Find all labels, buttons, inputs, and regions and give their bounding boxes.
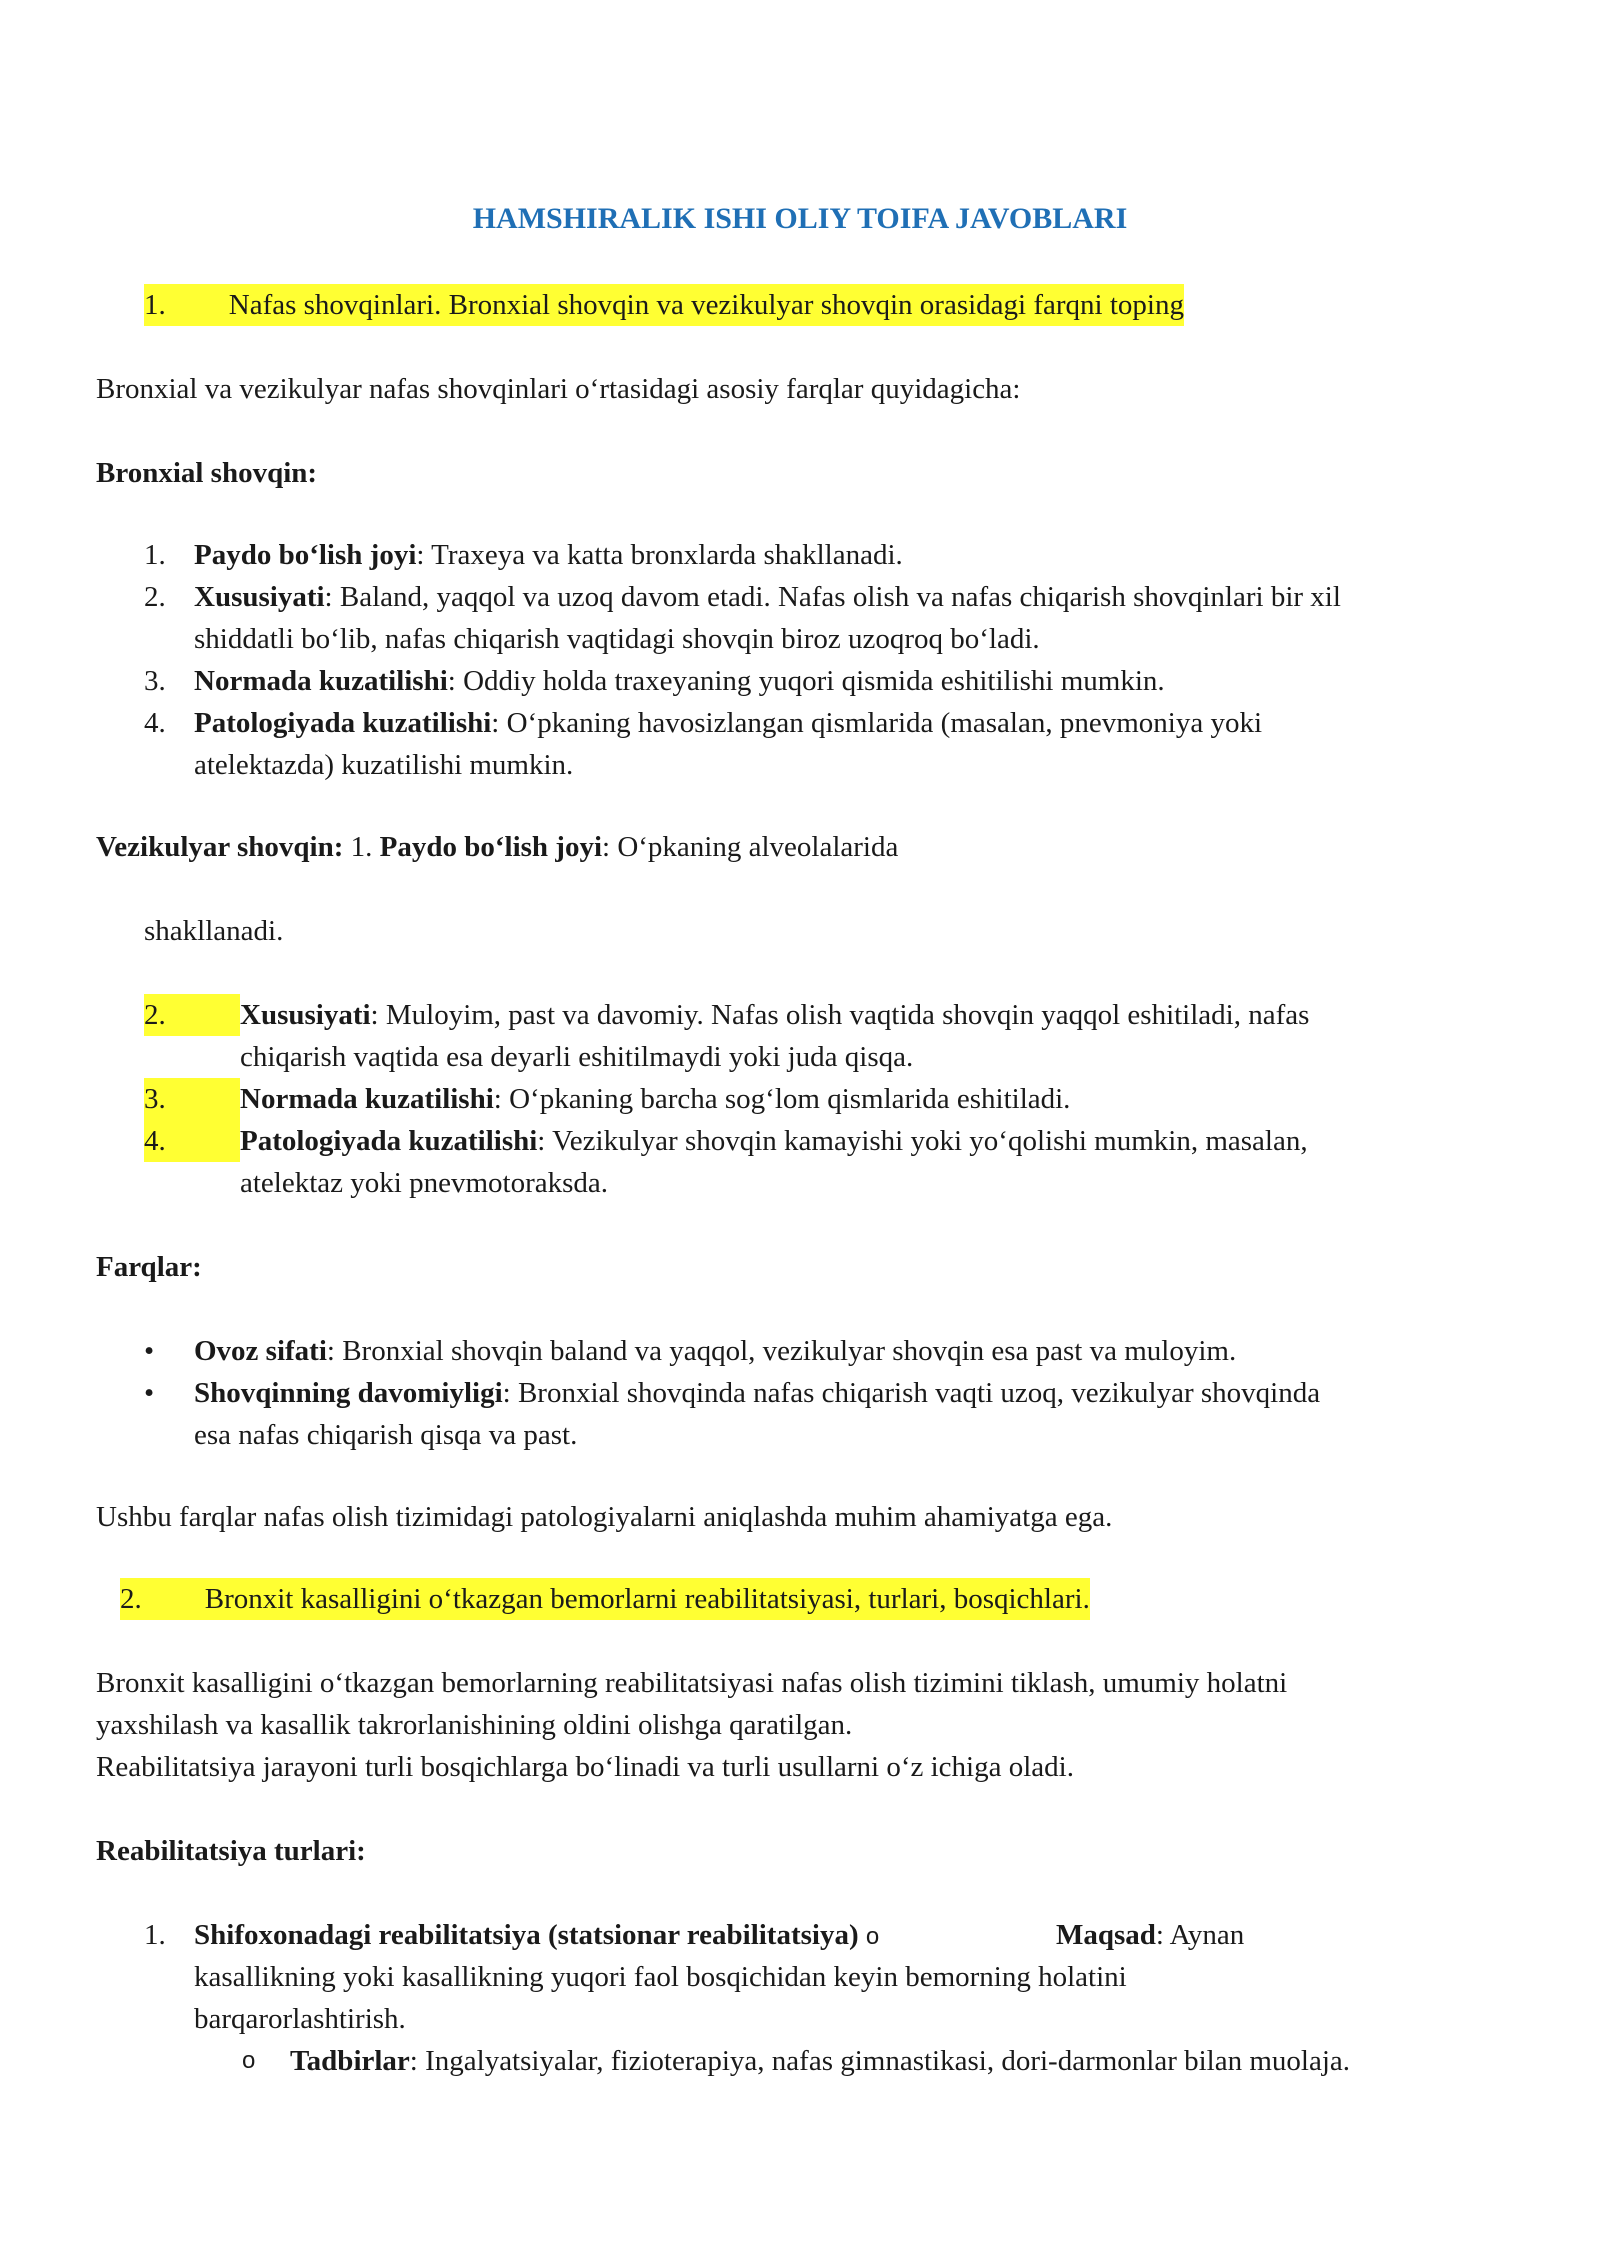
list-item-text: Xususiyati: Muloyim, past va davomiy. Nafas olish vaqtida shovqin yaqqol eshitiladi, nafas <box>240 999 1310 1031</box>
bullet-icon: • <box>144 1335 155 1367</box>
list-item-text: Patologiyada kuzatilishi: O‘pkaning havosizlangan qismlarida (masalan, pnevmoniya yoki <box>194 707 1263 739</box>
intro-paragraph-2-line: Bronxit kasalligini o‘tkazgan bemorlarning reabilitatsiyasi nafas olish tizimini tiklash, umumiy holatni <box>96 1667 1288 1699</box>
bullet-item-continuation: esa nafas chiqarish qisqa va past. <box>194 1419 578 1451</box>
intro-paragraph-2-line: Reabilitatsiya jarayoni turli bosqichlarga bo‘linadi va turli usullarni o‘z ichiga oladi. <box>96 1751 1074 1783</box>
list-item-continuation: chiqarish vaqtida esa deyarli eshitilmaydi yoki juda qisqa. <box>240 1041 914 1073</box>
question-1-number: 1. <box>144 289 166 321</box>
intro-paragraph-2-line: yaxshilash va kasallik takrorlanishining oldini olishga qaratilgan. <box>96 1709 853 1741</box>
list-item-text: Patologiyada kuzatilishi: Vezikulyar shovqin kamayishi yoki yo‘qolishi mumkin, masalan, <box>240 1125 1308 1157</box>
list-item-goal: Maqsad: Aynan <box>1056 1919 1245 1951</box>
section-heading-vezikulyar: Vezikulyar shovqin: 1. Paydo bo‘lish joyi: O‘pkaning alveolalarida <box>96 831 899 863</box>
list-item-number-highlight: 4. <box>144 1120 240 1162</box>
list-item-text: Xususiyati: Baland, yaqqol va uzoq davom etadi. Nafas olish va nafas chiqarish shovqinlari bir xil <box>194 581 1341 613</box>
list-item-continuation: shakllanadi. <box>144 915 284 947</box>
sub-bullet-icon: o <box>242 2047 256 2074</box>
list-item: 2. <box>144 581 166 613</box>
list-item-continuation: shiddatli bo‘lib, nafas chiqarish vaqtidagi shovqin biroz uzoqroq bo‘ladi. <box>194 623 1040 655</box>
list-item: 1. <box>144 1919 166 1951</box>
list-item-continuation: atelektaz yoki pnevmotoraksda. <box>240 1167 609 1199</box>
list-item-text: Normada kuzatilishi: O‘pkaning barcha sog‘lom qismlarida eshitiladi. <box>240 1083 1071 1115</box>
section-heading-reabilitatsiya: Reabilitatsiya turlari: <box>96 1835 366 1867</box>
question-2-number: 2. <box>120 1583 142 1615</box>
list-item-continuation: barqarorlashtirish. <box>194 2003 406 2035</box>
question-1-text: Nafas shovqinlari. Bronxial shovqin va vezikulyar shovqin orasidagi farqni toping <box>228 289 1184 321</box>
question-2-text: Bronxit kasalligini o‘tkazgan bemorlarni reabilitatsiyasi, turlari, bosqichlari. <box>204 1583 1090 1615</box>
list-item: 4. <box>144 707 166 739</box>
question-2 <box>120 1578 1090 1620</box>
document-title: HAMSHIRALIK ISHI OLIY TOIFA JAVOBLARI <box>472 202 1128 235</box>
bullet-item-text: Ovoz sifati: Bronxial shovqin baland va yaqqol, vezikulyar shovqin esa past va muloyim. <box>194 1335 1237 1367</box>
conclusion-paragraph: Ushbu farqlar nafas olish tizimidagi patologiyalarni aniqlashda muhim ahamiyatga ega. <box>96 1501 1113 1533</box>
bullet-icon: • <box>144 1377 155 1409</box>
list-item: 1. <box>144 539 166 571</box>
sub-list-item-text: Tadbirlar: Ingalyatsiyalar, fizioterapiya, nafas gimnastikasi, dori-darmonlar bilan muolaja. <box>290 2045 1351 2077</box>
list-item-number-highlight: 3. <box>144 1078 240 1120</box>
list-item-text: Normada kuzatilishi: Oddiy holda traxeyaning yuqori qismida eshitilishi mumkin. <box>194 665 1165 697</box>
section-heading-bronxial: Bronxial shovqin: <box>96 457 318 489</box>
list-item: 3. <box>144 665 166 697</box>
section-heading-farqlar: Farqlar: <box>96 1251 202 1283</box>
list-item-continuation: atelektazda) kuzatilishi mumkin. <box>194 749 574 781</box>
list-item-text: Shifoxonadagi reabilitatsiya (statsionar reabilitatsiya) o <box>194 1919 880 1951</box>
list-item-number-highlight: 2. <box>144 994 240 1036</box>
bullet-item-text: Shovqinning davomiyligi: Bronxial shovqinda nafas chiqarish vaqti uzoq, vezikulyar shovqinda <box>194 1377 1321 1409</box>
question-1 <box>144 284 1184 326</box>
intro-paragraph-1: Bronxial va vezikulyar nafas shovqinlari o‘rtasidagi asosiy farqlar quyidagicha: <box>96 373 1021 405</box>
list-item-text: Paydo bo‘lish joyi: Traxeya va katta bronxlarda shakllanadi. <box>194 539 903 571</box>
list-item-continuation: kasallikning yoki kasallikning yuqori faol bosqichidan keyin bemorning holatini <box>194 1961 1127 1993</box>
